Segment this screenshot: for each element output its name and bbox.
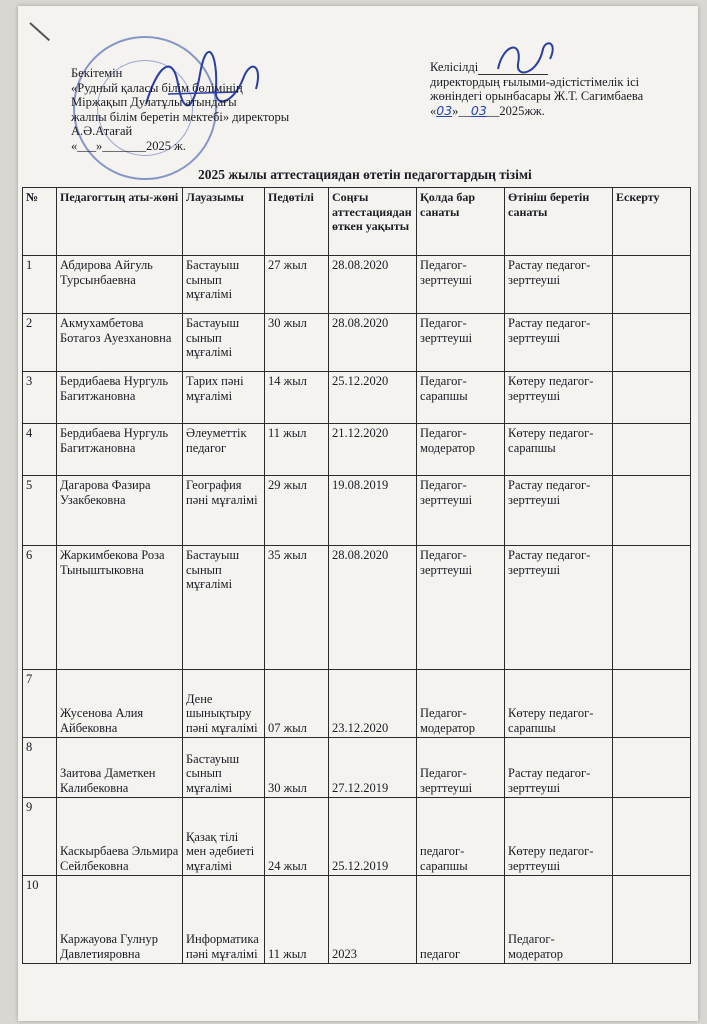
document-title: 2025 жылы аттестациядан өтетін педагогтардың тізімі bbox=[198, 167, 532, 182]
cell-current: Педагог-зерттеуші bbox=[417, 738, 505, 798]
table-row bbox=[23, 372, 691, 424]
cell-requested: Педагог-модератор bbox=[505, 876, 613, 964]
cell-experience: 11 жыл bbox=[265, 876, 329, 964]
table-row bbox=[23, 670, 691, 738]
cell-requested: Растау педагог-зерттеуші bbox=[505, 314, 613, 372]
cell-experience: 14 жыл bbox=[265, 372, 329, 424]
cell-num: 8 bbox=[23, 738, 57, 798]
agreement-line: директордың ғылыми-әдістістімелік ісі bbox=[430, 74, 640, 89]
cell-num: 1 bbox=[23, 256, 57, 314]
cell-experience: 11 жыл bbox=[265, 424, 329, 476]
pen-mark bbox=[29, 22, 50, 41]
director-name: А.Ә.Атағай bbox=[71, 124, 133, 138]
cell-note bbox=[613, 424, 691, 476]
cell-note bbox=[613, 256, 691, 314]
cell-last: 2023 bbox=[329, 876, 417, 964]
header-requested-category: Өтініш беретін санаты bbox=[505, 188, 613, 256]
table-row bbox=[23, 546, 691, 670]
header-note: Ескерту bbox=[613, 188, 691, 256]
cell-name: Абдирова Айгуль Турсынбаевна bbox=[57, 256, 183, 314]
cell-last: 25.12.2019 bbox=[329, 798, 417, 876]
cell-current: Педагог-зерттеуші bbox=[417, 546, 505, 670]
cell-current: Педагог-зерттеуші bbox=[417, 314, 505, 372]
approval-date: «___»_______2025 ж. bbox=[71, 138, 186, 153]
cell-requested: Растау педагог-зерттеуші bbox=[505, 738, 613, 798]
cell-note bbox=[613, 876, 691, 964]
approval-line: Бекітемін bbox=[71, 66, 123, 80]
cell-position: Тарих пәні мұғалімі bbox=[183, 372, 265, 424]
cell-current: педагог-сарапшы bbox=[417, 798, 505, 876]
cell-requested: Растау педагог-зерттеуші bbox=[505, 476, 613, 546]
cell-name: Бердибаева Нургуль Багитжановна bbox=[57, 424, 183, 476]
header-last-attestation: Соңғы аттестациядан өткен уақыты bbox=[329, 188, 417, 256]
cell-position: Бастауыш сынып мұғалімі bbox=[183, 546, 265, 670]
table-header-row bbox=[23, 188, 691, 256]
cell-note bbox=[613, 738, 691, 798]
cell-num: 5 bbox=[23, 476, 57, 546]
cell-name: Заитова Даметкен Калибековна bbox=[57, 738, 183, 798]
cell-experience: 27 жыл bbox=[265, 256, 329, 314]
cell-position: Бастауыш сынып мұғалімі bbox=[183, 738, 265, 798]
cell-note bbox=[613, 372, 691, 424]
cell-last: 28.08.2020 bbox=[329, 256, 417, 314]
cell-current: Педагог-модератор bbox=[417, 424, 505, 476]
header-experience: Педөтілі bbox=[265, 188, 329, 256]
cell-note bbox=[613, 476, 691, 546]
cell-current: Педагог-зерттеуші bbox=[417, 256, 505, 314]
cell-name: Акмухамбетова Ботагоз Ауезхановна bbox=[57, 314, 183, 372]
cell-num: 3 bbox=[23, 372, 57, 424]
header-num: № bbox=[23, 188, 57, 256]
cell-position: Бастауыш сынып мұғалімі bbox=[183, 256, 265, 314]
table-row bbox=[23, 798, 691, 876]
table-row bbox=[23, 476, 691, 546]
cell-current: педагог bbox=[417, 876, 505, 964]
approval-block bbox=[71, 66, 351, 153]
cell-last: 19.08.2019 bbox=[329, 476, 417, 546]
cell-last: 28.08.2020 bbox=[329, 546, 417, 670]
cell-requested: Көтеру педагог-сарапшы bbox=[505, 424, 613, 476]
cell-requested: Көтеру педагог-зерттеуші bbox=[505, 372, 613, 424]
cell-last: 23.12.2020 bbox=[329, 670, 417, 738]
cell-position: Әлеуметтік педагог bbox=[183, 424, 265, 476]
cell-num: 7 bbox=[23, 670, 57, 738]
cell-last: 21.12.2020 bbox=[329, 424, 417, 476]
agreement-line: жөніндегі орынбасары Ж.Т. Сагимбаева bbox=[430, 89, 644, 103]
cell-last: 27.12.2019 bbox=[329, 738, 417, 798]
approval-line: Міржақып Дулатұлы атындағы bbox=[71, 95, 237, 109]
cell-num: 2 bbox=[23, 314, 57, 372]
cell-current: Педагог-сарапшы bbox=[417, 372, 505, 424]
cell-experience: 30 жыл bbox=[265, 738, 329, 798]
cell-note bbox=[613, 670, 691, 738]
document-page bbox=[18, 6, 698, 1021]
cell-last: 25.12.2020 bbox=[329, 372, 417, 424]
cell-requested: Көтеру педагог-зерттеуші bbox=[505, 798, 613, 876]
cell-note bbox=[613, 314, 691, 372]
table-row bbox=[23, 314, 691, 372]
cell-num: 6 bbox=[23, 546, 57, 670]
cell-name: Каскырбаева Эльмира Сейлбековна bbox=[57, 798, 183, 876]
table-row bbox=[23, 256, 691, 314]
cell-experience: 30 жыл bbox=[265, 314, 329, 372]
cell-name: Жусенова Алия Айбековна bbox=[57, 670, 183, 738]
cell-name: Бердибаева Нургуль Багитжановна bbox=[57, 372, 183, 424]
header-position: Лауазымы bbox=[183, 188, 265, 256]
cell-position: География пәні мұғалімі bbox=[183, 476, 265, 546]
cell-position: Қазақ тілі мен әдебиеті мұғалімі bbox=[183, 798, 265, 876]
cell-name: Жаркимбекова Роза Тыныштыковна bbox=[57, 546, 183, 670]
cell-position: Дене шынықтыру пәні мұғалімі bbox=[183, 670, 265, 738]
agreement-block bbox=[430, 60, 698, 118]
cell-requested: Растау педагог-зерттеуші bbox=[505, 256, 613, 314]
cell-name: Каржауова Гулнур Давлетияровна bbox=[57, 876, 183, 964]
cell-requested: Растау педагог-зерттеуші bbox=[505, 546, 613, 670]
cell-requested: Көтеру педагог-сарапшы bbox=[505, 670, 613, 738]
cell-experience: 07 жыл bbox=[265, 670, 329, 738]
cell-experience: 29 жыл bbox=[265, 476, 329, 546]
approval-line: жалпы білім беретін мектебі» директоры bbox=[71, 109, 290, 124]
table-row bbox=[23, 738, 691, 798]
cell-experience: 24 жыл bbox=[265, 798, 329, 876]
header-current-category: Қолда бар санаты bbox=[417, 188, 505, 256]
table-row bbox=[23, 424, 691, 476]
cell-name: Дагарова Фазира Узакбековна bbox=[57, 476, 183, 546]
cell-position: Бастауыш сынып мұғалімі bbox=[183, 314, 265, 372]
header-name: Педагогтың аты-жөні bbox=[57, 188, 183, 256]
cell-note bbox=[613, 546, 691, 670]
cell-current: Педагог-модератор bbox=[417, 670, 505, 738]
cell-num: 9 bbox=[23, 798, 57, 876]
cell-experience: 35 жыл bbox=[265, 546, 329, 670]
cell-current: Педагог-зерттеуші bbox=[417, 476, 505, 546]
cell-note bbox=[613, 798, 691, 876]
cell-num: 4 bbox=[23, 424, 57, 476]
table-row bbox=[23, 876, 691, 964]
cell-num: 10 bbox=[23, 876, 57, 964]
approval-line: «Рудный қаласы білім бөлімінің bbox=[71, 80, 243, 95]
teachers-table bbox=[22, 187, 691, 964]
agreement-label: Келісілді bbox=[430, 60, 698, 75]
cell-position: Информатика пәні мұғалімі bbox=[183, 876, 265, 964]
cell-last: 28.08.2020 bbox=[329, 314, 417, 372]
agreement-date: «03»__03__2025жж. bbox=[430, 102, 545, 118]
